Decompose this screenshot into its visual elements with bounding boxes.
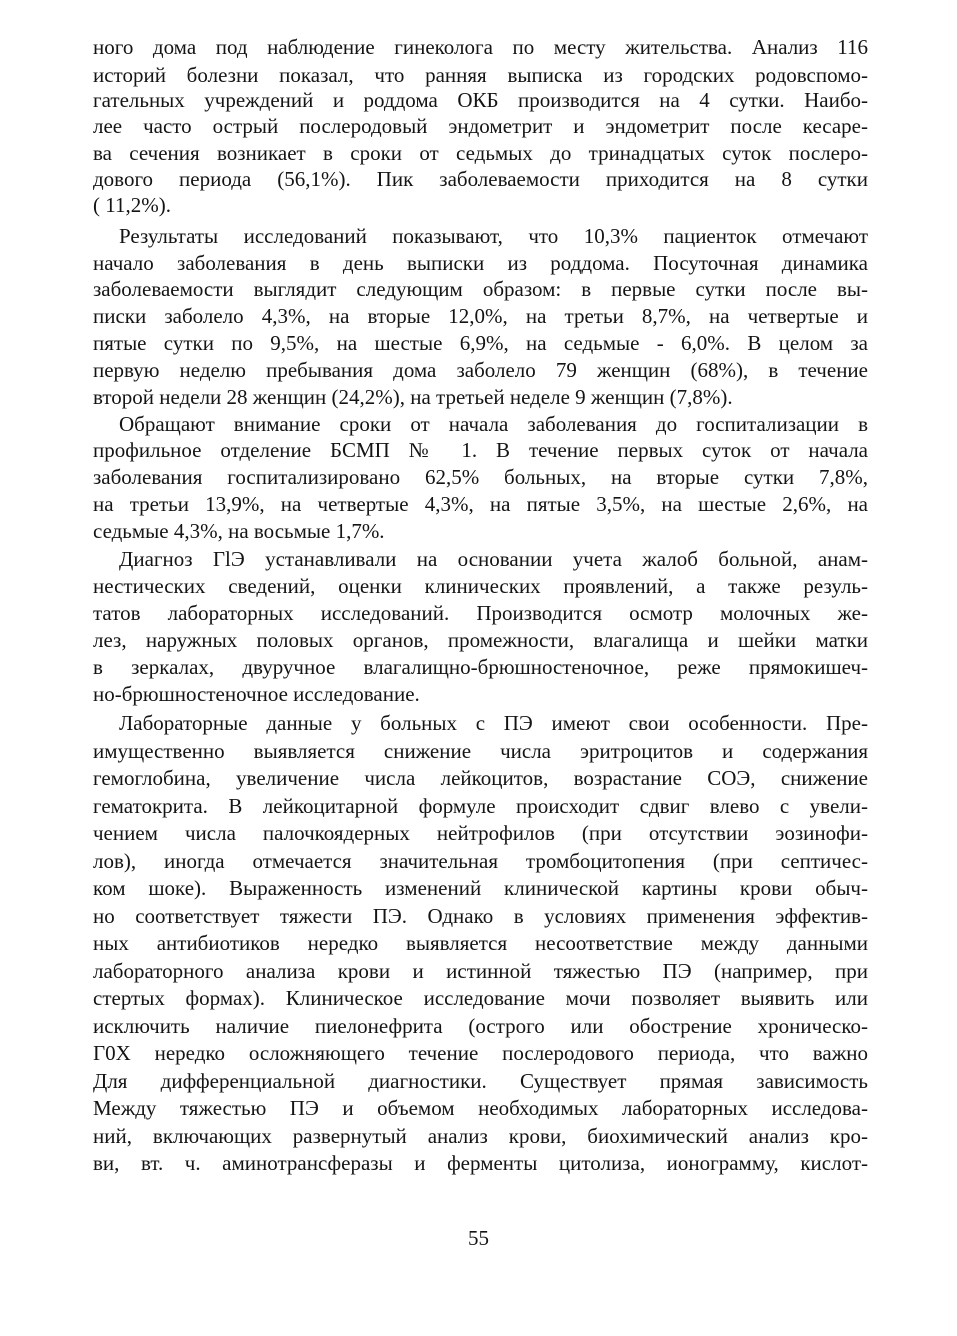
text-line: имущественно выявляется снижение числа эритроцитов и содержания <box>93 739 868 763</box>
text-line: ком шоке). Выраженность изменений клинической картины крови обыч- <box>93 876 868 900</box>
text-line: лее часто острый послеродовый эндометрит и эндометрит после кесаре- <box>93 114 868 138</box>
text-line: Диагноз ГlЭ устанавливали на основании учета жалоб больной, анам- <box>119 547 868 571</box>
text-line: дового периода (56,1%). Пик заболеваемости приходится на 8 сутки <box>93 167 868 191</box>
text-line: второй недели 28 женщин (24,2%), на третьей неделе 9 женщин (7,8%). <box>93 385 733 409</box>
text-line: ний, включающих развернутый анализ крови, биохимический анализ кро- <box>93 1124 868 1148</box>
text-line: лез, наружных половых органов, промежности, влагалища и шейки матки <box>93 628 868 652</box>
text-line: Результаты исследований показывают, что 10,3% пациенток отмечают <box>119 224 868 248</box>
text-line: историй болезни показал, что ранняя выписка из городских родовспомо- <box>93 63 868 87</box>
text-line: ного дома под наблюдение гинеколога по месту жительства. Анализ 116 <box>93 35 868 59</box>
text-line: лабораторного анализа крови и истинной тяжестью ПЭ (например, при <box>93 959 868 983</box>
text-line: Г0Х нередко осложняющего течение послеродового периода, что важно <box>93 1041 868 1065</box>
text-line: в зеркалах, двуручное влагалищно-брюшностеночное, реже прямокишеч- <box>93 655 868 679</box>
text-line: стертых формах). Клиническое исследование мочи позволяет выявить или <box>93 986 868 1010</box>
text-line: Между тяжестью ПЭ и объемом необходимых лабораторных исследова- <box>93 1096 868 1120</box>
text-line: Обращают внимание сроки от начала заболевания до госпитализации в <box>119 412 868 436</box>
text-line: но-брюшностеночное исследование. <box>93 682 420 706</box>
text-line: ных антибиотиков нередко выявляется несоответствие между данными <box>93 931 868 955</box>
text-line: заболевания госпитализировано 62,5% больных, на вторые сутки 7,8%, <box>93 465 868 489</box>
text-line: Лабораторные данные у больных с ПЭ имеют свои особенности. Пре- <box>119 711 868 735</box>
text-line: начало заболевания в день выписки из роддома. Посуточная динамика <box>93 251 868 275</box>
text-line: ( 11,2%). <box>93 193 171 217</box>
text-line: нестических сведений, оценки клинических проявлений, а также резуль- <box>93 574 868 598</box>
text-line: ви, вт. ч. аминотрансферазы и ферменты цитолиза, ионограмму, кислот- <box>93 1151 868 1175</box>
text-line: исключить наличие пиелонефрита (острого или обострение хроническо- <box>93 1014 868 1038</box>
text-line: пятые сутки по 9,5%, на шестые 6,9%, на седьмые - 6,0%. В целом за <box>93 331 868 355</box>
text-line: татов лабораторных исследований. Производится осмотр молочных же- <box>93 601 868 625</box>
text-line: гематокрита. В лейкоцитарной формуле происходит сдвиг влево с увели- <box>93 794 868 818</box>
text-line: гемоглобина, увеличение числа лейкоцитов, возрастание СОЭ, снижение <box>93 766 868 790</box>
page-number: 55 <box>468 1226 489 1250</box>
text-line: седьмые 4,3%, на восьмые 1,7%. <box>93 519 385 543</box>
text-line: лов), иногда отмечается значительная тромбоцитопения (при септичес- <box>93 849 868 873</box>
text-line: ва сечения возникает в сроки от седьмых до тринадцатых суток послеро- <box>93 141 868 165</box>
text-line: на третьи 13,9%, на четвертые 4,3%, на пятые 3,5%, на шестые 2,6%, на <box>93 492 868 516</box>
text-line: первую неделю пребывания дома заболело 79 женщин (68%), в течение <box>93 358 868 382</box>
text-line: но соответствует тяжести ПЭ. Однако в условиях применения эффектив- <box>93 904 868 928</box>
text-line: заболеваемости выглядит следующим образом: в первые сутки после вы- <box>93 277 868 301</box>
text-line: чением числа палочкоядерных нейтрофилов (при отсутствии эозинофи- <box>93 821 868 845</box>
text-line: гательных учреждений и роддома ОКБ производится на 4 сутки. Наибо- <box>93 88 868 112</box>
text-line: писки заболело 4,3%, на вторые 12,0%, на третьи 8,7%, на четвертые и <box>93 304 868 328</box>
text-line: Для дифференциальной диагностики. Существует прямая зависимость <box>93 1069 868 1093</box>
text-line: профильное отделение БСМП № 1. В течение первых суток от начала <box>93 438 868 462</box>
